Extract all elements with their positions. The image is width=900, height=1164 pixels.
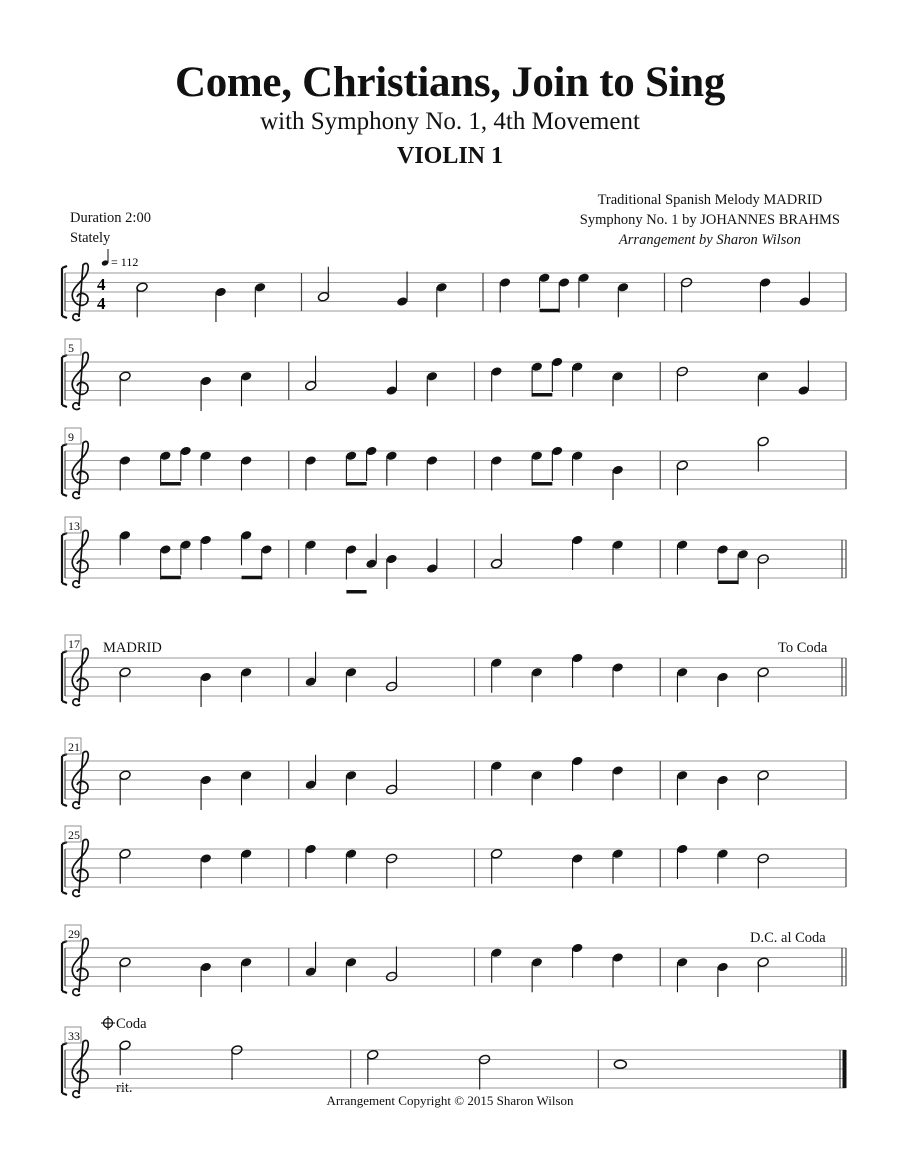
measure-number: 21 (68, 740, 80, 754)
rit-marking: rit. (116, 1080, 133, 1096)
measure-number: 9 (68, 430, 74, 444)
staff-system (62, 635, 846, 707)
measure-number: 5 (68, 341, 74, 355)
part-name: VIOLIN 1 (396, 143, 504, 169)
duration-text: Duration 2:00 (70, 210, 151, 226)
staff-system (62, 1016, 846, 1097)
melody-credit: Traditional Spanish Melody MADRID (597, 192, 823, 208)
arrangement-credit: Arrangement by Sharon Wilson (618, 232, 801, 248)
tempo-word: Stately (70, 230, 111, 246)
dc-al-coda-label: D.C. al Coda (750, 930, 826, 946)
copyright-footer: Arrangement Copyright © 2015 Sharon Wilson (326, 1093, 574, 1108)
measure-number: 13 (68, 519, 80, 533)
measure-number: 29 (68, 927, 80, 941)
staff-system (62, 517, 846, 592)
staff-system (62, 428, 846, 500)
measure-number: 33 (68, 1029, 80, 1043)
symphony-credit: Symphony No. 1 by JOHANNES BRAHMS (579, 212, 840, 228)
time-signature-bottom: 4 (97, 294, 106, 313)
staff-system (62, 738, 846, 810)
staff-system (62, 249, 846, 322)
note-head (614, 1060, 626, 1068)
tempo-value: = 112 (111, 255, 139, 269)
time-signature-top: 4 (97, 275, 106, 294)
staff-system (62, 826, 846, 896)
to-coda-label: To Coda (778, 640, 828, 656)
page-subtitle: with Symphony No. 1, 4th Movement (260, 108, 640, 135)
page-title: Come, Christians, Join to Sing (174, 59, 726, 106)
coda-label: Coda (116, 1016, 147, 1032)
staff-system (62, 339, 846, 411)
measure-number: 25 (68, 828, 80, 842)
staff-system (62, 925, 846, 997)
measure-number: 17 (68, 637, 80, 651)
section-label-madrid: MADRID (103, 640, 162, 656)
